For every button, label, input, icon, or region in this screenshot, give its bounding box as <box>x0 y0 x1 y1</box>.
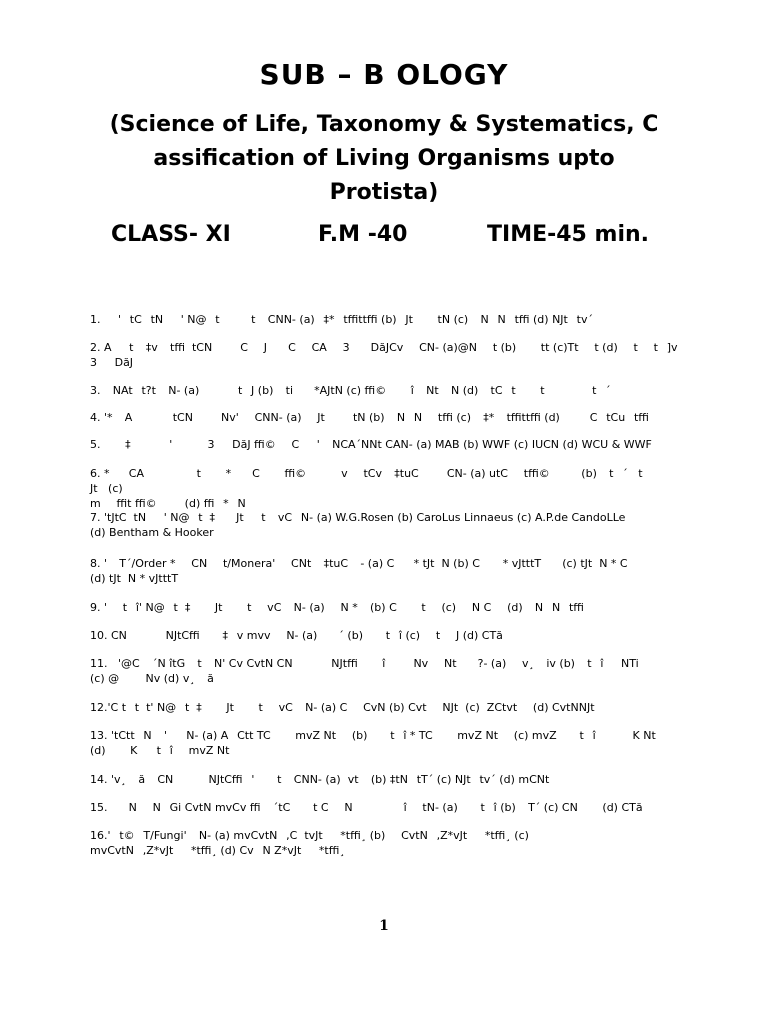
question-item-13: 13. 'tCttN '  N- (a) ACtt TC  mvZ Nt  (b)  tî * TC  mvZ Nt  (c) mvZ  tî   K Nt (d)  K  tî  mvZ Nt <box>90 729 665 757</box>
question-item-10: 10. CN NJtCffi  ‡v mvv  N- (a) ´ (b)  tî (c)  t  J (d) CTă <box>90 629 512 642</box>
question-item-8: 8. ' T´/Order *  CN  t/Monera'  CNt ‡tuC - (a) C  * tJt N (b) C  * vJtttT (c) tJt N * C  (d) tJt N * vJtttT <box>90 557 640 585</box>
time-allowed: TIME-45 min. <box>487 222 650 247</box>
question-item-16: 16.'t©T/Fungi' N- (a) mvCvtN,C tvJt*tffi¸ (b)  CvtN,Z*vJt*tffi¸ (c) mvCvtN,Z*vJt*tffi¸ (d) CvN Z*vJt*tffi¸ <box>90 829 529 857</box>
question-item-6: 6. * CA   t  * C  ffi©  v  tCv ‡tuC   CN- (a) utC  tffi©  (b) t´ t   Jt (c) m ffit ffi©  (d) ffi*N <box>90 467 676 510</box>
question-item-7: 7. 'tJtC tN' N@t ‡ Jtt vCN- (a) W.G.Rosen (b) CaroLus Linnaeus (c) A.P.de CandoLLe (d) Bentham & Hooker <box>90 511 626 539</box>
question-item-11: 11. '@C ´N îtG t N' Cv CvtN CN NJtffi  î   Nv  Nt ?- (a) v¸ iv (b) tîNTi (c) @Nv (d) v¸ ă <box>90 657 639 685</box>
question-item-14: 14. 'v¸ ă CNNJtCffi'  t CNN- (a) vt (b) ‡tNtT´ (c) NJttv´ (d) mCNt <box>90 773 567 786</box>
class-label: CLASS- XI <box>111 222 231 247</box>
page-title: SUB – B OLOGY <box>259 58 509 91</box>
question-item-12: 12.'C tt t' N@t ‡  Jt  t  vC N- (a) C  CvN (b) Cvt  NJt (c) ZCtvt  (d) CvtNNJt  <box>90 701 611 714</box>
question-item-9: 9. '  tî' N@t ‡  Jt  t  vC N- (a)  N * (b) C  t  (c)  N C  (d) NNtffi <box>90 601 593 614</box>
question-item-15: 15. N NGi CvtN mvCv ffi ´tC  t C  N  î  tN- (a)  tî (b) T´ (c) CN  (d) CTă <box>90 801 652 814</box>
question-item-3: 3. NAtt?t N- (a) tJ (b) ti *AJtN (c) ffi© î Nt N (d) tCt t t´  <box>90 384 623 397</box>
subtitle-line-1: (Science of Life, Taxonomy & Systematics, C <box>109 112 659 137</box>
question-item-2: 2. At ‡v tffi tCN   C  J C  CA  3 DăJCv  CN- (a)@N  t (b)  tt (c)Tt  t (d)  t t]v 3DăJ <box>90 341 678 369</box>
question-item-1: 1. 'tCtN' N@t  t CNN- (a)‡*tffittffi (b)Jt tN (c) NNtffi (d) NJttv´  <box>90 313 606 326</box>
question-item-5: 5.  ‡ '3DăJ ffi© C' NCA´NNt CAN- (a) MAB (b) WWF (c) IUCN (d) WCU & WWF <box>90 438 661 451</box>
page-subtitle <box>80 108 688 210</box>
page-number: 1 <box>379 918 389 934</box>
subtitle-line-3: Protista) <box>329 180 439 205</box>
full-marks: F.M -40 <box>318 222 408 247</box>
question-item-4: 4. '* A  tCN   Nv'  CNN- (a)  Jt tN (b) NN  tffi (c) ‡* tffittffi (d) CtCutffi <box>90 411 658 424</box>
subtitle-line-2: assification of Living Organisms upto <box>153 146 615 171</box>
